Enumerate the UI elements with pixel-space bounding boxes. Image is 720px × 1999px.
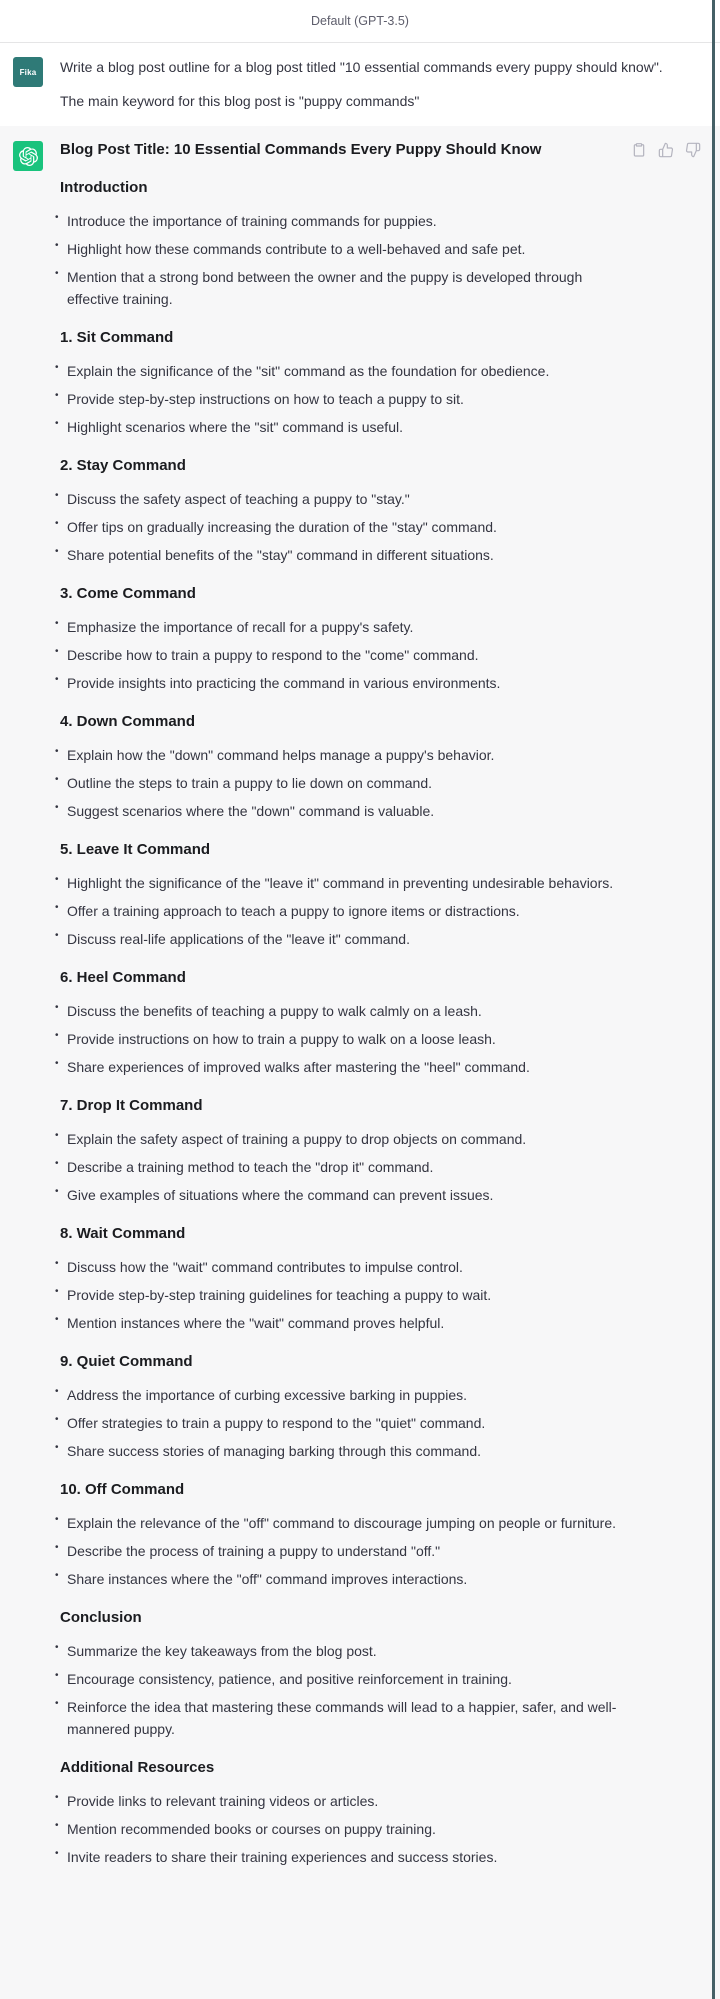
outline-bullet-list	[54, 1512, 634, 1590]
thumbs-down-button[interactable]	[685, 142, 701, 158]
outline-bullet: • Provide step-by-step training guidelines for teaching a puppy to wait.	[54, 1284, 634, 1306]
window-edge-line	[712, 0, 715, 1999]
outline-bullet: • Give examples of situations where the command can prevent issues.	[54, 1184, 634, 1206]
outline-bullet: • Describe a training method to teach the "drop it" command.	[54, 1156, 634, 1178]
outline-section-heading: Conclusion	[60, 1609, 142, 1626]
user-message	[0, 43, 720, 126]
outline-bullet-list	[54, 1256, 634, 1334]
outline-bullet: • Highlight the significance of the "leave it" command in preventing undesirable behaviors.	[54, 872, 634, 894]
outline-bullet: • Discuss the benefits of teaching a puppy to walk calmly on a leash.	[54, 1000, 634, 1022]
outline-bullet: • Provide insights into practicing the command in various environments.	[54, 672, 634, 694]
model-name-label: Default (GPT-3.5)	[311, 14, 409, 28]
outline-section-heading: 4. Down Command	[60, 713, 196, 730]
outline-bullet: • Reinforce the idea that mastering these commands will lead to a happier, safer, and well-mannered puppy.	[54, 1696, 634, 1740]
outline-bullet-list	[54, 1640, 634, 1740]
outline-bullet: • Provide instructions on how to train a puppy to walk on a loose leash.	[54, 1028, 634, 1050]
outline-bullet: • Provide step-by-step instructions on how to teach a puppy to sit.	[54, 388, 634, 410]
outline-bullet: • Address the importance of curbing excessive barking in puppies.	[54, 1384, 634, 1406]
outline-bullet: • Summarize the key takeaways from the blog post.	[54, 1640, 634, 1662]
outline-bullet: • Offer a training approach to teach a puppy to ignore items or distractions.	[54, 900, 634, 922]
outline-bullet: • Explain the safety aspect of training a puppy to drop objects on command.	[54, 1128, 634, 1150]
outline-bullet-list	[54, 872, 634, 950]
outline-bullet-list	[54, 1384, 634, 1462]
outline-section-heading: 5. Leave It Command	[60, 841, 211, 858]
outline-bullet: • Share experiences of improved walks after mastering the "heel" command.	[54, 1056, 634, 1078]
outline-bullet: • Introduce the importance of training commands for puppies.	[54, 210, 634, 232]
clipboard-icon	[631, 142, 647, 158]
outline-section-heading: Introduction	[60, 179, 148, 196]
outline-bullet: • Outline the steps to train a puppy to lie down on command.	[54, 772, 634, 794]
outline-bullet-list	[54, 1128, 634, 1206]
blog-post-outline	[60, 178, 668, 1868]
outline-bullet: • Highlight scenarios where the "sit" command is useful.	[54, 416, 634, 438]
outline-bullet: • Mention recommended books or courses on puppy training.	[54, 1818, 634, 1840]
outline-bullet-list	[54, 360, 634, 438]
outline-section-heading: 3. Come Command	[60, 585, 196, 602]
assistant-message-text	[60, 140, 668, 1874]
outline-section-heading: 9. Quiet Command	[60, 1353, 193, 1370]
outline-bullet: • Explain the significance of the "sit" command as the foundation for obedience.	[54, 360, 634, 382]
user-message-paragraph: Write a blog post outline for a blog post titled "10 essential commands every puppy should know".	[60, 59, 663, 75]
assistant-message	[0, 126, 720, 1999]
outline-section-heading: 6. Heel Command	[60, 969, 186, 986]
thumbs-up-icon	[658, 142, 674, 158]
outline-bullet: • Mention that a strong bond between the owner and the puppy is developed through effective training.	[54, 266, 634, 310]
openai-logo-icon	[13, 141, 43, 171]
outline-bullet: • Discuss the safety aspect of teaching a puppy to "stay."	[54, 488, 634, 510]
outline-bullet: • Explain how the "down" command helps manage a puppy's behavior.	[54, 744, 634, 766]
outline-section-heading: 8. Wait Command	[60, 1225, 186, 1242]
outline-bullet: • Emphasize the importance of recall for a puppy's safety.	[54, 616, 634, 638]
outline-bullet-list	[54, 210, 634, 310]
user-avatar-text: Fika	[19, 67, 37, 77]
outline-bullet: • Suggest scenarios where the "down" command is valuable.	[54, 800, 634, 822]
outline-bullet-list	[54, 1790, 634, 1868]
outline-bullet: • Describe the process of training a puppy to understand "off."	[54, 1540, 634, 1562]
outline-bullet: • Mention instances where the "wait" command proves helpful.	[54, 1312, 634, 1334]
outline-bullet: • Share success stories of managing barking through this command.	[54, 1440, 634, 1462]
outline-bullet-list	[54, 1000, 634, 1078]
outline-bullet: • Describe how to train a puppy to respond to the "come" command.	[54, 644, 634, 666]
outline-section-heading: 7. Drop It Command	[60, 1097, 203, 1114]
outline-bullet: • Offer strategies to train a puppy to respond to the "quiet" command.	[54, 1412, 634, 1434]
outline-section-heading: 2. Stay Command	[60, 457, 186, 474]
outline-bullet-list	[54, 488, 634, 566]
outline-section-heading: Additional Resources	[60, 1759, 215, 1776]
outline-bullet-list	[54, 616, 634, 694]
outline-section-heading: 1. Sit Command	[60, 329, 174, 346]
copy-button[interactable]	[631, 142, 647, 158]
user-message-text	[60, 56, 668, 112]
outline-bullet: • Invite readers to share their training experiences and success stories.	[54, 1846, 634, 1868]
outline-bullet: • Share instances where the "off" command improves interactions.	[54, 1568, 634, 1590]
outline-bullet: • Offer tips on gradually increasing the duration of the "stay" command.	[54, 516, 634, 538]
outline-bullet: • Provide links to relevant training videos or articles.	[54, 1790, 634, 1812]
thumbs-up-button[interactable]	[658, 142, 674, 158]
user-message-paragraph: The main keyword for this blog post is "puppy commands"	[60, 93, 420, 109]
message-actions	[631, 142, 701, 158]
thumbs-down-icon	[685, 142, 701, 158]
outline-bullet: • Highlight how these commands contribute to a well-behaved and safe pet.	[54, 238, 634, 260]
outline-section-heading: 10. Off Command	[60, 1481, 185, 1498]
user-avatar	[13, 57, 43, 87]
outline-bullet: • Discuss how the "wait" command contributes to impulse control.	[54, 1256, 634, 1278]
outline-bullet: • Share potential benefits of the "stay" command in different situations.	[54, 544, 634, 566]
model-header	[0, 0, 720, 43]
outline-bullet: • Discuss real-life applications of the "leave it" command.	[54, 928, 634, 950]
outline-bullet: • Explain the relevance of the "off" command to discourage jumping on people or furniture.	[54, 1512, 634, 1534]
outline-bullet-list	[54, 744, 634, 822]
blog-post-title: Blog Post Title: 10 Essential Commands Every Puppy Should Know	[60, 141, 542, 158]
outline-bullet: • Encourage consistency, patience, and positive reinforcement in training.	[54, 1668, 634, 1690]
